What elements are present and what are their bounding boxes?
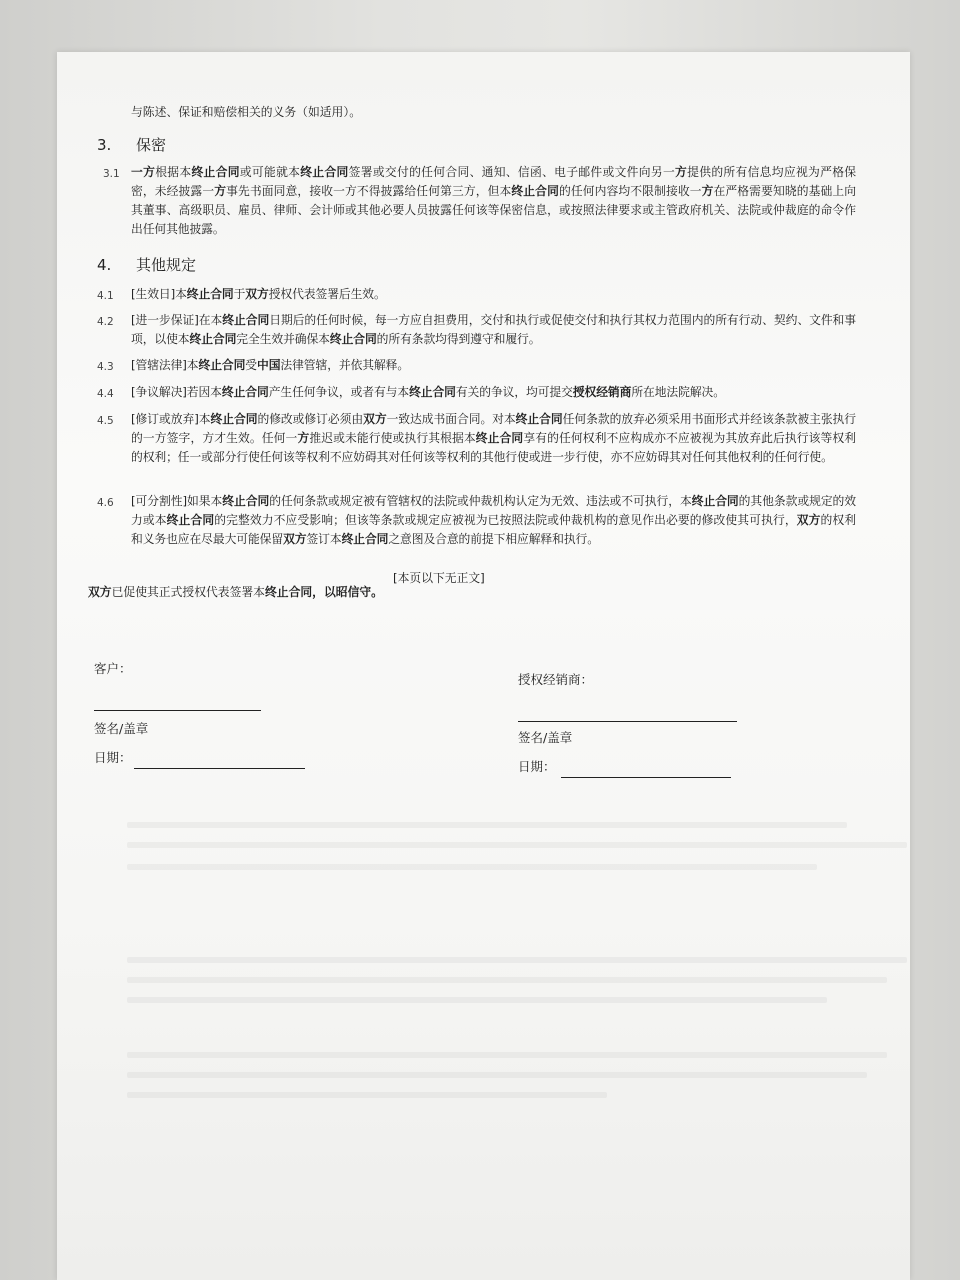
customer-sign-label: 签名/盖章 xyxy=(94,721,149,736)
bold-term: 终止合同 xyxy=(329,332,377,346)
bold-term: 终止合同，以昭信守。 xyxy=(264,585,383,599)
customer-date-line xyxy=(134,768,305,769)
clause-text xyxy=(131,410,856,467)
bold-term: 双方 xyxy=(796,513,821,527)
text-run: 的其他条款或规定的效力或本 xyxy=(131,494,856,527)
clause-number: 3.1 xyxy=(103,168,120,180)
clause-text xyxy=(131,285,856,304)
text-run: 根据本 xyxy=(155,165,192,179)
text-run: 的完整效力不应受影响；但该等条款或规定应被视为已按照法院或仲裁机构的意见作出必要的修改使其可执行， xyxy=(214,513,797,527)
bold-term: 终止合同 xyxy=(511,184,559,198)
clause-number: 4.1 xyxy=(97,290,114,302)
clause-text xyxy=(131,492,856,549)
clause-text xyxy=(131,163,856,239)
text-run: 法律管辖，并依其解释。 xyxy=(280,358,410,372)
bold-term: 终止合同 xyxy=(198,358,246,372)
text-run: 已促使其正式授权代表签署本 xyxy=(111,585,265,599)
text-run: 有关的争议，均可提交 xyxy=(455,385,573,399)
clause-text xyxy=(131,311,856,349)
text-run: 的任何内容均不限制接收一 xyxy=(558,184,702,198)
text-run: 产生任何争议，或者有与本 xyxy=(268,385,410,399)
text-run: 签署或交付的任何合同、通知、信函、电子邮件或文件向另一 xyxy=(348,165,676,179)
clause-text xyxy=(131,356,856,375)
bold-term: 方 xyxy=(675,165,688,179)
bold-term: 终止合同 xyxy=(691,494,739,508)
bold-term: 终止合同 xyxy=(475,431,524,445)
text-run: 受 xyxy=(245,358,257,372)
clause-number: 4.5 xyxy=(97,415,114,427)
bold-term: 终止合同 xyxy=(409,385,456,399)
text-run: [进一步保证]在本 xyxy=(131,313,223,327)
text-run: 所在地法院解决。 xyxy=(631,385,725,399)
text-run: 的权利和义务也应在尽最大可能保留 xyxy=(131,513,857,546)
text-run: 日期后的任何时候，每一方应自担费用，交付和执行或促使交付和执行其权力范围内的所有行动、契约、文件和事项，以使本 xyxy=(131,313,856,346)
clause-number: 4.4 xyxy=(97,388,114,400)
section-3-title: 保密 xyxy=(136,136,167,154)
clause-text xyxy=(131,383,856,402)
text-run: [可分割性]如果本 xyxy=(131,494,223,508)
text-run: 在严格需要知晓的基础上向其董事、高级职员、雇员、律师、会计师或其他必要人员披露任何该等保密信息，或按照法律要求或主管政府机关、法院或仲裁庭的命令作出任何其他披露。 xyxy=(131,184,856,236)
text-run: 提供的所有信息均应视为严格保密，未经披露一 xyxy=(131,165,856,198)
bold-term: 终止合同 xyxy=(191,165,240,179)
bold-term: 终止合同 xyxy=(186,287,234,301)
bold-term: 终止合同 xyxy=(222,494,270,508)
text-run: 的任何条款或规定被有管辖权的法院或仲裁机构认定为无效、违法或不可执行，本 xyxy=(269,494,692,508)
dealer-label: 授权经销商： xyxy=(518,672,594,687)
bold-term: 终止合同 xyxy=(221,385,269,399)
text-run: 的修改或修订必须由 xyxy=(257,412,364,426)
text-run: 完全生效并确保本 xyxy=(236,332,330,346)
bold-term: 终止合同 xyxy=(210,412,258,426)
clause-number: 4.6 xyxy=(97,497,114,509)
text-run: 推迟或未能行使或执行其根据本 xyxy=(309,431,476,445)
end-note: [本页以下无正文] xyxy=(393,571,485,585)
dealer-date-line xyxy=(561,777,731,778)
section-3-number: 3. xyxy=(97,136,112,154)
customer-label: 客户： xyxy=(94,661,132,676)
clause-number: 4.2 xyxy=(97,316,114,328)
text-run: [生效日]本 xyxy=(131,287,187,301)
bold-term: 双方 xyxy=(88,585,112,599)
bold-term: 方 xyxy=(297,431,310,445)
dealer-date-label: 日期： xyxy=(518,759,556,774)
bold-term: 双方 xyxy=(363,412,387,426)
text-run: 一致达成书面合同。对本 xyxy=(386,412,516,426)
text-run: 于 xyxy=(233,287,246,301)
bold-term: 终止合同 xyxy=(222,313,270,327)
dealer-sign-label: 签名/盖章 xyxy=(518,730,573,745)
bold-term: 一方 xyxy=(131,165,156,179)
bold-term: 授权经销商 xyxy=(572,385,632,399)
bold-term: 双方 xyxy=(245,287,269,301)
text-run: [管辖法律]本 xyxy=(131,358,199,372)
bold-term: 终止合同 xyxy=(515,412,563,426)
bold-term: 终止合同 xyxy=(166,513,215,527)
text-run: [争议解决]若因本 xyxy=(131,385,222,399)
bold-term: 中国 xyxy=(257,358,281,372)
bold-term: 终止合同 xyxy=(300,165,349,179)
clause-number: 4.3 xyxy=(97,361,114,373)
text-run: 的所有条款均得到遵守和履行。 xyxy=(376,332,541,346)
text-run: 之意图及合意的前提下相应解释和执行。 xyxy=(388,532,599,546)
text-run: 任何条款的放弃必须采用书面形式并经该条款被主张执行的一方签字，方才生效。任何一 xyxy=(131,412,856,445)
text-run: 享有的任何权利不应构成亦不应被视为其放弃此后执行该等权利的权利；任一或部分行使任何该等权利不应妨碍其对任何该等权利的其他行使或进一步行使，亦不应妨碍其对任何其他权利的任何行使。 xyxy=(131,431,856,464)
bold-term: 方 xyxy=(701,184,714,198)
text-run: 签订本 xyxy=(306,532,342,546)
text-run: [修订或放弃]本 xyxy=(131,412,211,426)
section-4-number: 4. xyxy=(97,256,112,274)
customer-date-label: 日期： xyxy=(94,750,132,765)
bold-term: 方 xyxy=(214,184,227,198)
customer-signature-line xyxy=(94,710,261,711)
bold-term: 终止合同 xyxy=(341,532,389,546)
text-run: 或可能就本 xyxy=(239,165,301,179)
witness-line xyxy=(88,583,383,602)
text-run: 授权代表签署后生效。 xyxy=(268,287,386,301)
section-4-title: 其他规定 xyxy=(136,256,197,274)
bold-term: 终止合同 xyxy=(189,332,237,346)
text-run: 事先书面同意，接收一方不得披露给任何第三方，但本 xyxy=(226,184,512,198)
top-fragment: 与陈述、保证和赔偿相关的义务（如适用）。 xyxy=(131,105,362,119)
bold-term: 双方 xyxy=(283,532,307,546)
dealer-signature-line xyxy=(518,721,737,722)
